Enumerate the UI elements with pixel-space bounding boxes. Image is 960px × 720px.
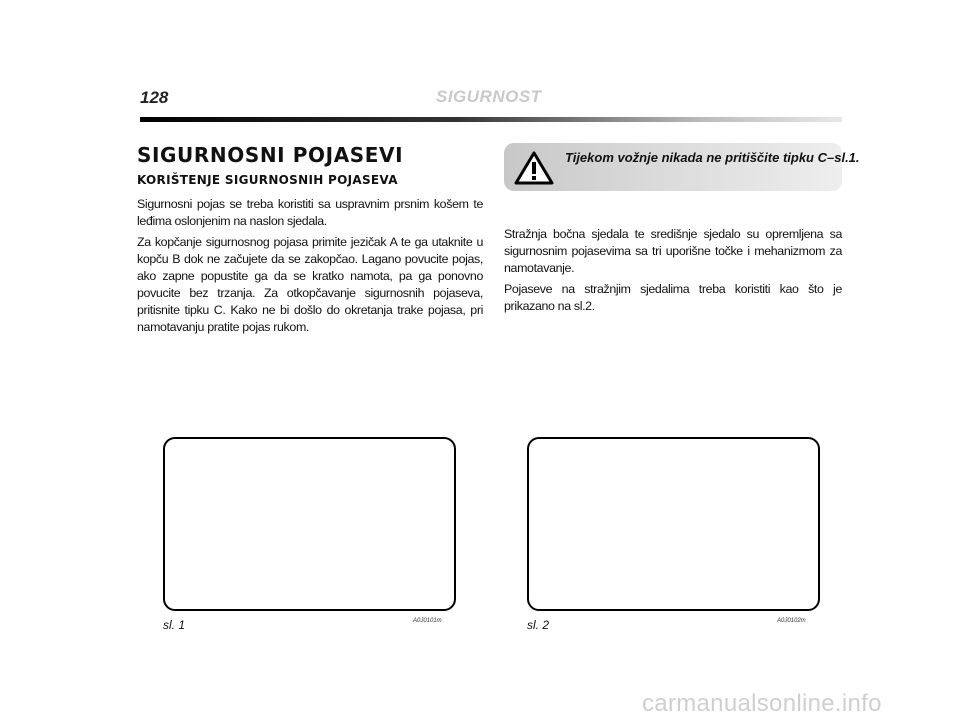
body-paragraph: Stražnja bočna sjedala te središnje sjedalo su opremljena sa sigurnosnim pojasevima sa tri uporišne točke i mehanizmom za namotavanje. [504, 227, 842, 275]
body-paragraph: Pojaseve na stražnjim sjedalima treba koristiti kao što je prikazano na sl.2. [504, 282, 842, 313]
figure-1-code: A0J0101m [413, 618, 442, 624]
page-number: 128 [140, 88, 169, 107]
section-title: SIGURNOST [436, 87, 542, 106]
figure-2-caption: sl. 2 [527, 618, 550, 632]
watermark: carmanualsonline.info [642, 690, 882, 717]
warning-text: Tijekom vožnje nikada ne pritiščite tipku C–sl.1. [565, 150, 860, 165]
left-column [137, 143, 483, 340]
main-heading: SIGURNOSNI POJASEVI [137, 143, 404, 167]
body-paragraph: Za kopčanje sigurnosnog pojasa primite jezičak A te ga utaknite u kopču B dok ne začujete da se zakopčao. Lagano povucite pojas, ako zapne popustite ga da se kratko namota, pa ga ponovno povucite bez trzanja. Za otkopčavanje sigurnosnih pojaseva, pritisnite tipku C. Kako ne bi došlo do okretanja trake pojasa, pri namotavanju pratite pojas rukom. [137, 235, 483, 334]
figure-2-code: A0J0102m [777, 618, 806, 624]
right-column [504, 226, 842, 319]
figure-2-frame [527, 437, 820, 611]
body-paragraph: Sigurnosni pojas se treba koristiti sa uspravnim prsnim košem te leđima oslonjenim na naslon sjedala. [137, 197, 483, 228]
figure-1-frame [163, 437, 456, 611]
figure-1-caption: sl. 1 [163, 618, 186, 632]
sub-heading: KORIŠTENJE SIGURNOSNIH POJASEVA [137, 173, 398, 187]
warning-triangle-icon [514, 151, 554, 185]
header-rule [140, 117, 842, 122]
